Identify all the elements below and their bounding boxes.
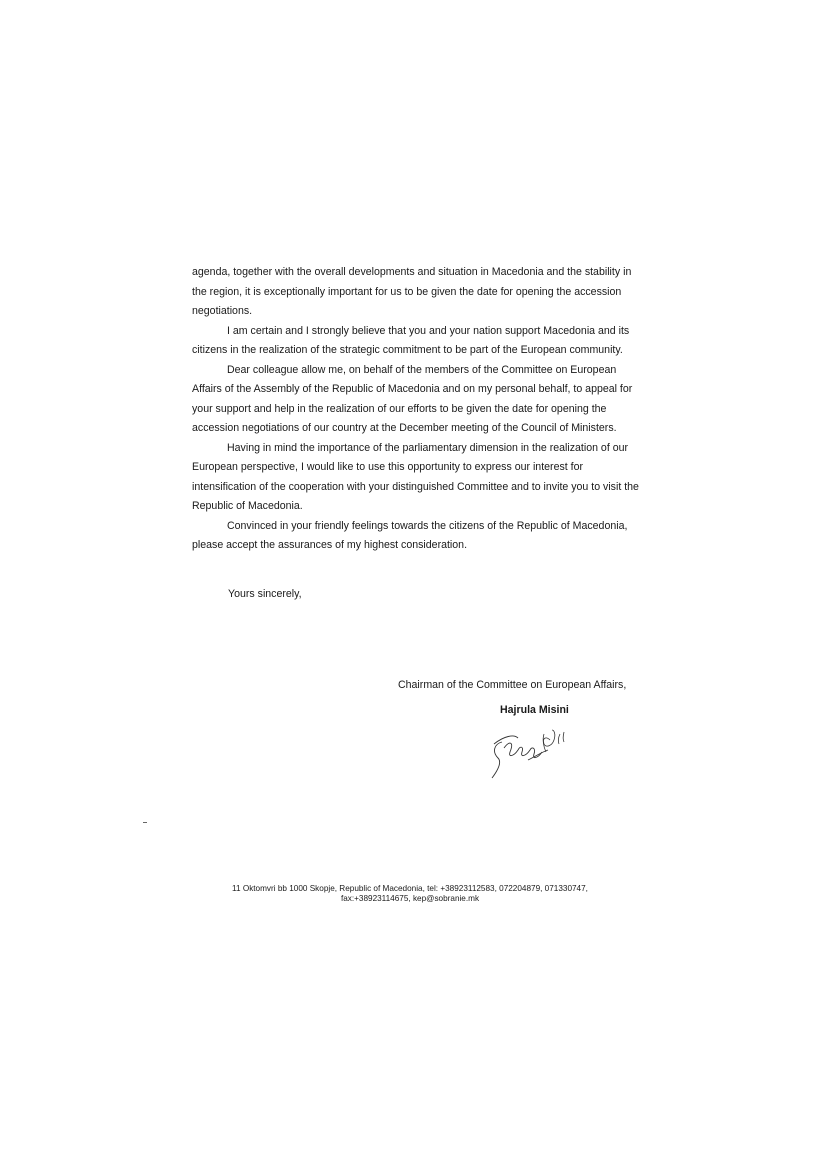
footer-address: 11 Oktomvri bb 1000 Skopje, Republic of Macedonia, tel: +38923112583, 072204879, 071330747, [232, 884, 588, 893]
paragraph-assurances: Convinced in your friendly feelings towards the citizens of the Republic of Macedonia, please accept the assurances of my highest consideration. [192, 519, 628, 551]
letterhead-footer [180, 884, 640, 904]
handwritten-signature [484, 722, 594, 782]
paragraph-support: I am certain and I strongly believe that you and your nation support Macedonia and its citizens in the realization of the strategic commitment to be part of the European community. [192, 324, 630, 356]
signatory-name: Hajrula Misini [500, 704, 569, 716]
paragraph-cooperation: Having in mind the importance of the parliamentary dimension in the realization of our European perspective, I would like to use this opportunity to express our interest for intensification of the cooperation with your distinguished Committee and to invite you to visit the Republic of Macedonia. [192, 441, 639, 512]
paragraph-appeal: Dear colleague allow me, on behalf of the members of the Committee on European Affairs of the Assembly of the Republic of Macedonia and on my personal behalf, to appeal for your support and help in the realization of our efforts to be given the date for opening the accession negotiations of our country at the December meeting of the Council of Ministers. [192, 363, 633, 434]
signatory-title: Chairman of the Committee on European Affairs, [398, 679, 627, 691]
footer-contact: fax:+38923114675, kep@sobranie.mk [340, 894, 480, 903]
scan-speck [143, 822, 147, 823]
letter-body [192, 263, 642, 556]
closing-salutation: Yours sincerely, [228, 588, 302, 600]
paragraph-continuation: agenda, together with the overall developments and situation in Macedonia and the stability in the region, it is exceptionally important for us to be given the date for opening the accession negotiations. [192, 266, 632, 317]
